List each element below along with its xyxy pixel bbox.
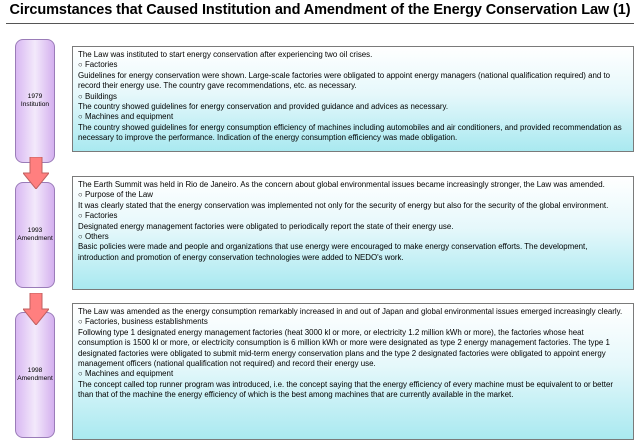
panel-1998-machines-text: The concept called top runner program was introduced, i.e. the concept saying that the energy efficiency of every machine must be equivalent to or better than that of the machine the energy efficiency of which is the best among machines that are currently available in the market.: [78, 379, 613, 400]
panel-1993-factories-text: Designated energy management factories were obligated to periodically report the state of their energy use.: [78, 221, 454, 231]
heading-factories-business: ○ Factories, business establishments: [78, 317, 628, 327]
page-title: Circumstances that Caused Institution and Amendment of the Energy Conservation Law (1): [9, 2, 631, 18]
panel-1979-machines-text: The country showed guidelines for energy consumption efficiency of machines including automobiles and air conditioners, and provided recommendation as necessary to improve the performance. Indication of the energy consumption efficiency was made obligation.: [78, 122, 622, 143]
year-label-1979: 1979 Institution: [20, 93, 50, 108]
year-label-1993: 1993 Amendment: [17, 227, 53, 242]
heading-machines: ○ Machines and equipment: [78, 369, 628, 379]
down-arrow-icon: [23, 157, 49, 189]
panel-1979-intro: The Law was instituted to start energy conservation after experiencing two oil crises.: [78, 50, 373, 59]
heading-machines: ○ Machines and equipment: [78, 112, 628, 122]
panel-1993-purpose-text: It was clearly stated that the energy conservation was implemented not only for the security of energy but also for the security of the global environment.: [78, 200, 609, 210]
year-box-1998: [15, 312, 55, 438]
panel-1979: [72, 46, 634, 152]
panel-1998-factories-text: Following type 1 designated energy management factories (heat 3000 kl or more, or electricity 1.2 million kWh or more), the factories whose heat consumption is 1500 kl or more, or electricity consumption is 6 million kWh or more were designated as type 2 energy management factories. The type 1 designated factories were obligated to submit mid-term energy conservation plans and the type 2 designated factories were obligated to appoint energy management officers (national qualification not required) and record their energy use.: [78, 327, 610, 369]
panel-1979-buildings-text: The country showed guidelines for energy conservation and provided guidance and advices as necessary.: [78, 102, 449, 112]
heading-purpose: ○ Purpose of the Law: [78, 190, 628, 200]
panel-1993-intro: The Earth Summit was held in Rio de Janeiro. As the concern about global environmental issues became increasingly stronger, the Law was amended.: [78, 180, 605, 189]
year-box-1979: [15, 39, 55, 163]
year-box-1993: [15, 182, 55, 288]
panel-1979-factories-text: Guidelines for energy conservation were shown. Large-scale factories were obligated to appoint energy managers (national qualification required) and to record their energy use. The country gave recommendations, etc. as necessary.: [78, 70, 611, 91]
panel-1998-intro: The Law was amended as the energy consumption remarkably increased in and out of Japan and global environmental issues emerged increasingly clearly.: [78, 307, 623, 316]
heading-factories: ○ Factories: [78, 211, 628, 221]
year-label-1998: 1998 Amendment: [17, 367, 53, 382]
panel-1993: [72, 176, 634, 290]
panel-1998: [72, 303, 634, 440]
title-divider: [6, 23, 634, 24]
panel-1993-others-text: Basic policies were made and people and organizations that use energy were encouraged to make energy conservation efforts. The development, introduction and promotion of energy conservation technologies were added to NEDO's work.: [78, 242, 588, 262]
down-arrow-icon: [23, 293, 49, 325]
heading-buildings: ○ Buildings: [78, 92, 628, 102]
heading-others: ○ Others: [78, 232, 628, 242]
heading-factories: ○ Factories: [78, 60, 628, 70]
